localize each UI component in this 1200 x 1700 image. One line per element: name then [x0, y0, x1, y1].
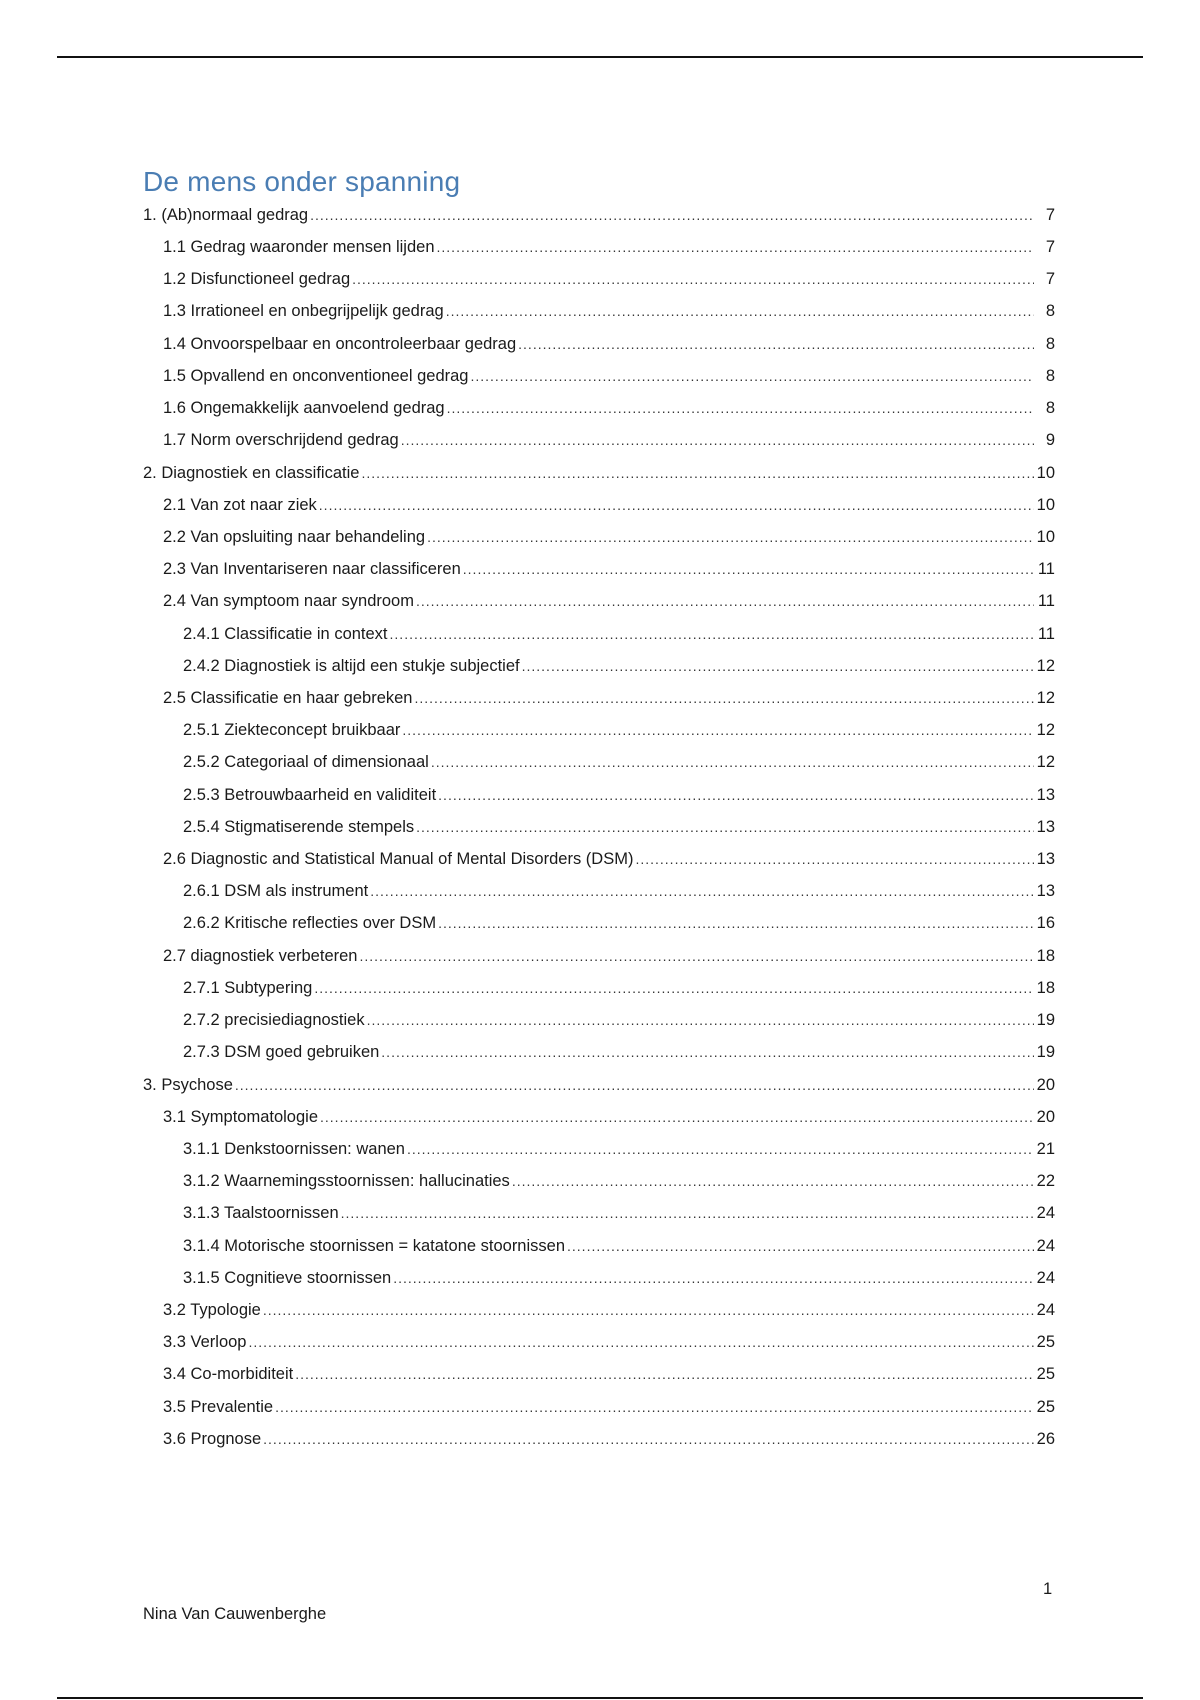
toc-entry-page: 24 — [1036, 1204, 1055, 1222]
toc-dot-leader — [518, 334, 1034, 354]
toc-entry-label: 2.5.4 Stigmatiserende stempels — [183, 818, 415, 836]
toc-entry-label: 2.7 diagnostiek verbeteren — [163, 947, 358, 965]
toc-entry-page: 13 — [1036, 882, 1055, 900]
toc-entry[interactable] — [143, 1107, 1055, 1127]
toc-entry-page: 18 — [1036, 947, 1055, 965]
toc-entry-label: 1.6 Ongemakkelijk aanvoelend gedrag — [163, 399, 445, 417]
toc-dot-leader — [310, 205, 1034, 225]
header-rule — [57, 56, 1143, 58]
toc-entry[interactable] — [143, 1042, 1055, 1062]
toc-entry-page: 24 — [1036, 1269, 1055, 1287]
toc-entry-page: 7 — [1045, 206, 1055, 224]
toc-entry[interactable] — [143, 334, 1055, 354]
toc-dot-leader — [438, 913, 1034, 933]
toc-entry[interactable] — [143, 1429, 1055, 1449]
toc-entry-page: 26 — [1036, 1430, 1055, 1448]
toc-dot-leader — [263, 1429, 1033, 1449]
author-footer: Nina Van Cauwenberghe — [143, 1605, 327, 1623]
toc-entry-label: 1.5 Opvallend en onconventioneel gedrag — [163, 367, 469, 385]
toc-dot-leader — [437, 237, 1034, 257]
toc-entry-page: 24 — [1036, 1301, 1055, 1319]
toc-entry-label: 2.4.1 Classificatie in context — [183, 625, 388, 643]
toc-entry-page: 19 — [1036, 1043, 1055, 1061]
toc-entry-label: 2.1 Van zot naar ziek — [163, 496, 317, 514]
toc-entry[interactable] — [143, 1364, 1055, 1384]
toc-dot-leader — [361, 463, 1033, 483]
toc-entry[interactable] — [143, 978, 1055, 998]
toc-entry-label: 3.3 Verloop — [163, 1333, 247, 1351]
footer-rule — [57, 1697, 1143, 1699]
toc-entry[interactable] — [143, 495, 1055, 515]
toc-entry-page: 20 — [1036, 1108, 1055, 1126]
toc-dot-leader — [522, 656, 1034, 676]
toc-entry[interactable] — [143, 913, 1055, 933]
toc-entry-page: 8 — [1045, 302, 1055, 320]
toc-entry-label: 2.7.3 DSM goed gebruiken — [183, 1043, 380, 1061]
toc-entry-label: 1. (Ab)normaal gedrag — [143, 206, 309, 224]
toc-entry[interactable] — [143, 366, 1055, 386]
toc-entry-page: 18 — [1036, 979, 1055, 997]
toc-entry[interactable] — [143, 720, 1055, 740]
document-title: De mens onder spanning — [143, 166, 461, 197]
toc-entry-page: 20 — [1036, 1076, 1055, 1094]
toc-dot-leader — [381, 1042, 1033, 1062]
toc-entry[interactable] — [143, 946, 1055, 966]
toc-entry[interactable] — [143, 237, 1055, 257]
toc-entry[interactable] — [143, 688, 1055, 708]
toc-entry[interactable] — [143, 1010, 1055, 1030]
toc-entry-label: 1.1 Gedrag waaronder mensen lijden — [163, 238, 435, 256]
toc-entry[interactable] — [143, 301, 1055, 321]
toc-dot-leader — [407, 1139, 1034, 1159]
toc-dot-leader — [320, 1107, 1034, 1127]
toc-dot-leader — [393, 1268, 1033, 1288]
toc-entry[interactable] — [143, 1332, 1055, 1352]
toc-dot-leader — [446, 301, 1034, 321]
toc-entry[interactable] — [143, 591, 1055, 611]
toc-entry-page: 9 — [1045, 431, 1055, 449]
toc-entry-label: 1.4 Onvoorspelbaar en oncontroleerbaar gedrag — [163, 335, 517, 353]
toc-dot-leader — [402, 720, 1033, 740]
toc-dot-leader — [512, 1171, 1034, 1191]
toc-entry-label: 3.5 Prevalentie — [163, 1398, 274, 1416]
toc-entry-page: 10 — [1036, 464, 1055, 482]
toc-dot-leader — [263, 1300, 1034, 1320]
toc-entry-label: 3.1.5 Cognitieve stoornissen — [183, 1269, 392, 1287]
toc-entry-label: 2.5.1 Ziekteconcept bruikbaar — [183, 721, 401, 739]
toc-entry-label: 3.2 Typologie — [163, 1301, 261, 1319]
toc-entry-label: 3.4 Co-morbiditeit — [163, 1365, 294, 1383]
toc-dot-leader — [390, 624, 1034, 644]
toc-entry[interactable] — [143, 1397, 1055, 1417]
toc-entry-page: 25 — [1036, 1398, 1055, 1416]
toc-dot-leader — [352, 269, 1034, 289]
toc-dot-leader — [416, 817, 1034, 837]
toc-dot-leader — [275, 1397, 1034, 1417]
toc-entry-page: 25 — [1036, 1333, 1055, 1351]
toc-entry-page: 12 — [1036, 753, 1055, 771]
toc-entry-page: 10 — [1036, 496, 1055, 514]
toc-entry-label: 3.1.4 Motorische stoornissen = katatone stoornissen — [183, 1237, 566, 1255]
toc-entry[interactable] — [143, 1203, 1055, 1223]
toc-dot-leader — [470, 366, 1034, 386]
toc-entry[interactable] — [143, 430, 1055, 450]
toc-dot-leader — [341, 1203, 1034, 1223]
toc-dot-leader — [567, 1236, 1034, 1256]
toc-dot-leader — [416, 591, 1034, 611]
toc-entry[interactable] — [143, 1236, 1055, 1256]
toc-entry[interactable] — [143, 1075, 1055, 1095]
toc-entry-label: 1.2 Disfunctioneel gedrag — [163, 270, 351, 288]
toc-entry[interactable] — [143, 398, 1055, 418]
toc-entry-label: 2.4.2 Diagnostiek is altijd een stukje subjectief — [183, 657, 520, 675]
toc-entry-label: 3.1 Symptomatologie — [163, 1108, 319, 1126]
toc-entry[interactable] — [143, 656, 1055, 676]
toc-entry-page: 12 — [1036, 721, 1055, 739]
toc-entry-label: 2.5.2 Categoriaal of dimensionaal — [183, 753, 429, 771]
toc-entry-label: 2.7.1 Subtypering — [183, 979, 313, 997]
toc-dot-leader — [463, 559, 1034, 579]
toc-entry[interactable] — [143, 1268, 1055, 1288]
toc-entry[interactable] — [143, 205, 1055, 225]
toc-entry[interactable] — [143, 463, 1055, 483]
toc-entry[interactable] — [143, 1139, 1055, 1159]
toc-entry-label: 3.6 Prognose — [163, 1430, 262, 1448]
toc-dot-leader — [314, 978, 1033, 998]
toc-dot-leader — [401, 430, 1034, 450]
toc-dot-leader — [431, 752, 1034, 772]
toc-dot-leader — [248, 1332, 1033, 1352]
toc-entry-label: 1.7 Norm overschrijdend gedrag — [163, 431, 399, 449]
toc-entry-page: 13 — [1036, 786, 1055, 804]
toc-entry-page: 25 — [1036, 1365, 1055, 1383]
toc-dot-leader — [295, 1364, 1033, 1384]
toc-entry[interactable] — [143, 624, 1055, 644]
toc-entry[interactable] — [143, 559, 1055, 579]
toc-entry-label: 2. Diagnostiek en classificatie — [143, 464, 360, 482]
toc-entry-label: 2.5.3 Betrouwbaarheid en validiteit — [183, 786, 437, 804]
toc-entry[interactable] — [143, 785, 1055, 805]
toc-entry[interactable] — [143, 752, 1055, 772]
toc-entry-page: 13 — [1036, 850, 1055, 868]
toc-entry-label: 3. Psychose — [143, 1076, 233, 1094]
toc-entry-page: 12 — [1036, 689, 1055, 707]
toc-dot-leader — [438, 785, 1033, 805]
page-number: 1 — [1043, 1580, 1053, 1598]
toc-dot-leader — [414, 688, 1033, 708]
toc-entry-page: 11 — [1037, 560, 1055, 578]
toc-entry-page: 16 — [1036, 914, 1055, 932]
toc-entry-page: 8 — [1045, 367, 1055, 385]
toc-entry-label: 2.7.2 precisiediagnostiek — [183, 1011, 365, 1029]
toc-entry-label: 2.6.1 DSM als instrument — [183, 882, 369, 900]
toc-entry-label: 3.1.1 Denkstoornissen: wanen — [183, 1140, 405, 1158]
toc-entry-label: 3.1.3 Taalstoornissen — [183, 1204, 339, 1222]
toc-entry-label: 3.1.2 Waarnemingsstoornissen: hallucinaties — [183, 1172, 510, 1190]
toc-entry[interactable] — [143, 527, 1055, 547]
toc-entry-label: 2.3 Van Inventariseren naar classificeren — [163, 560, 461, 578]
toc-entry-page: 21 — [1036, 1140, 1055, 1158]
toc-entry-page: 19 — [1036, 1011, 1055, 1029]
toc-entry[interactable] — [143, 817, 1055, 837]
toc-entry-page: 12 — [1036, 657, 1055, 675]
toc-entry-page: 22 — [1036, 1172, 1055, 1190]
toc-entry-page: 11 — [1037, 592, 1055, 610]
toc-entry-page: 11 — [1037, 625, 1055, 643]
toc-dot-leader — [447, 398, 1034, 418]
toc-entry[interactable] — [143, 881, 1055, 901]
toc-entry-label: 2.4 Van symptoom naar syndroom — [163, 592, 414, 610]
toc-dot-leader — [635, 849, 1033, 869]
toc-entry-page: 7 — [1045, 270, 1055, 288]
toc-entry-label: 2.6 Diagnostic and Statistical Manual of Mental Disorders (DSM) — [163, 850, 634, 868]
toc-entry[interactable] — [143, 1171, 1055, 1191]
toc-entry-page: 10 — [1036, 528, 1055, 546]
toc-entry-page: 13 — [1036, 818, 1055, 836]
toc-entry-page: 7 — [1045, 238, 1055, 256]
toc-dot-leader — [427, 527, 1034, 547]
toc-entry-page: 8 — [1045, 335, 1055, 353]
toc-dot-leader — [235, 1075, 1034, 1095]
toc-entry[interactable] — [143, 269, 1055, 289]
toc-dot-leader — [367, 1010, 1034, 1030]
toc-entry-label: 2.2 Van opsluiting naar behandeling — [163, 528, 426, 546]
toc-dot-leader — [319, 495, 1034, 515]
toc-entry-label: 2.5 Classificatie en haar gebreken — [163, 689, 413, 707]
toc-entry-page: 8 — [1045, 399, 1055, 417]
toc-entry-label: 1.3 Irrationeel en onbegrijpelijk gedrag — [163, 302, 444, 320]
toc-entry[interactable] — [143, 849, 1055, 869]
toc-dot-leader — [370, 881, 1033, 901]
toc-entry[interactable] — [143, 1300, 1055, 1320]
toc-entry-label: 2.6.2 Kritische reflecties over DSM — [183, 914, 437, 932]
toc-entry-page: 24 — [1036, 1237, 1055, 1255]
toc-dot-leader — [359, 946, 1033, 966]
